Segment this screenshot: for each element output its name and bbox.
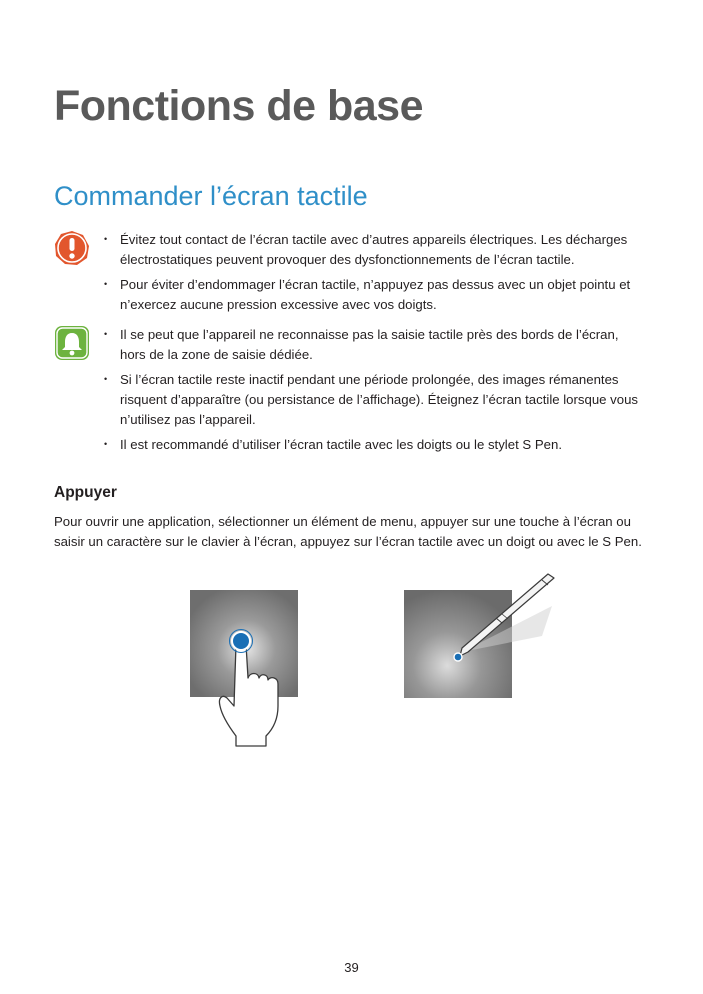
chapter-title: Fonctions de base bbox=[54, 82, 424, 130]
subsection-title: Appuyer bbox=[54, 484, 117, 501]
warning-item: • Évitez tout contact de l’écran tactile avec d’autres appareils électriques. Les décharges électrostatiques peuvent provoquer des dysfonctionnements de l’écran tactile. bbox=[104, 230, 644, 270]
page-number: 39 bbox=[344, 960, 359, 975]
bell-icon bbox=[54, 325, 90, 361]
warning-block bbox=[54, 230, 654, 320]
exclamation-icon bbox=[54, 230, 90, 266]
finger-tap-illustration bbox=[188, 588, 308, 748]
notice-item: • Si l’écran tactile reste inactif pendant une période prolongée, des images rémanentes risquent d’apparaître (ou persistance de l’affichage). Éteignez l’écran tactile lorsque vous n’utilisez pas l’appareil. bbox=[104, 370, 644, 430]
spen-tap-illustration bbox=[402, 566, 557, 702]
subsection-body: Pour ouvrir une application, sélectionner un élément de menu, appuyer sur une touche à l’écran ou saisir un caractère sur le clavier à l’écran, appuyez sur l’écran tactile avec un doigt ou avec le S Pen. bbox=[54, 514, 642, 549]
warning-list bbox=[104, 230, 644, 320]
warning-item: • Pour éviter d’endommager l’écran tactile, n’appuyez pas dessus avec un objet pointu et n’exercez aucune pression excessive avec vos doigts. bbox=[104, 275, 644, 315]
notice-block bbox=[54, 325, 654, 465]
section-title: Commander l’écran tactile bbox=[54, 181, 368, 211]
notice-list bbox=[104, 325, 644, 460]
notice-item: • Il se peut que l’appareil ne reconnaisse pas la saisie tactile près des bords de l’écran, hors de la zone de saisie dédiée. bbox=[104, 325, 644, 365]
notice-item: • Il est recommandé d’utiliser l’écran tactile avec les doigts ou le stylet S Pen. bbox=[104, 435, 644, 455]
